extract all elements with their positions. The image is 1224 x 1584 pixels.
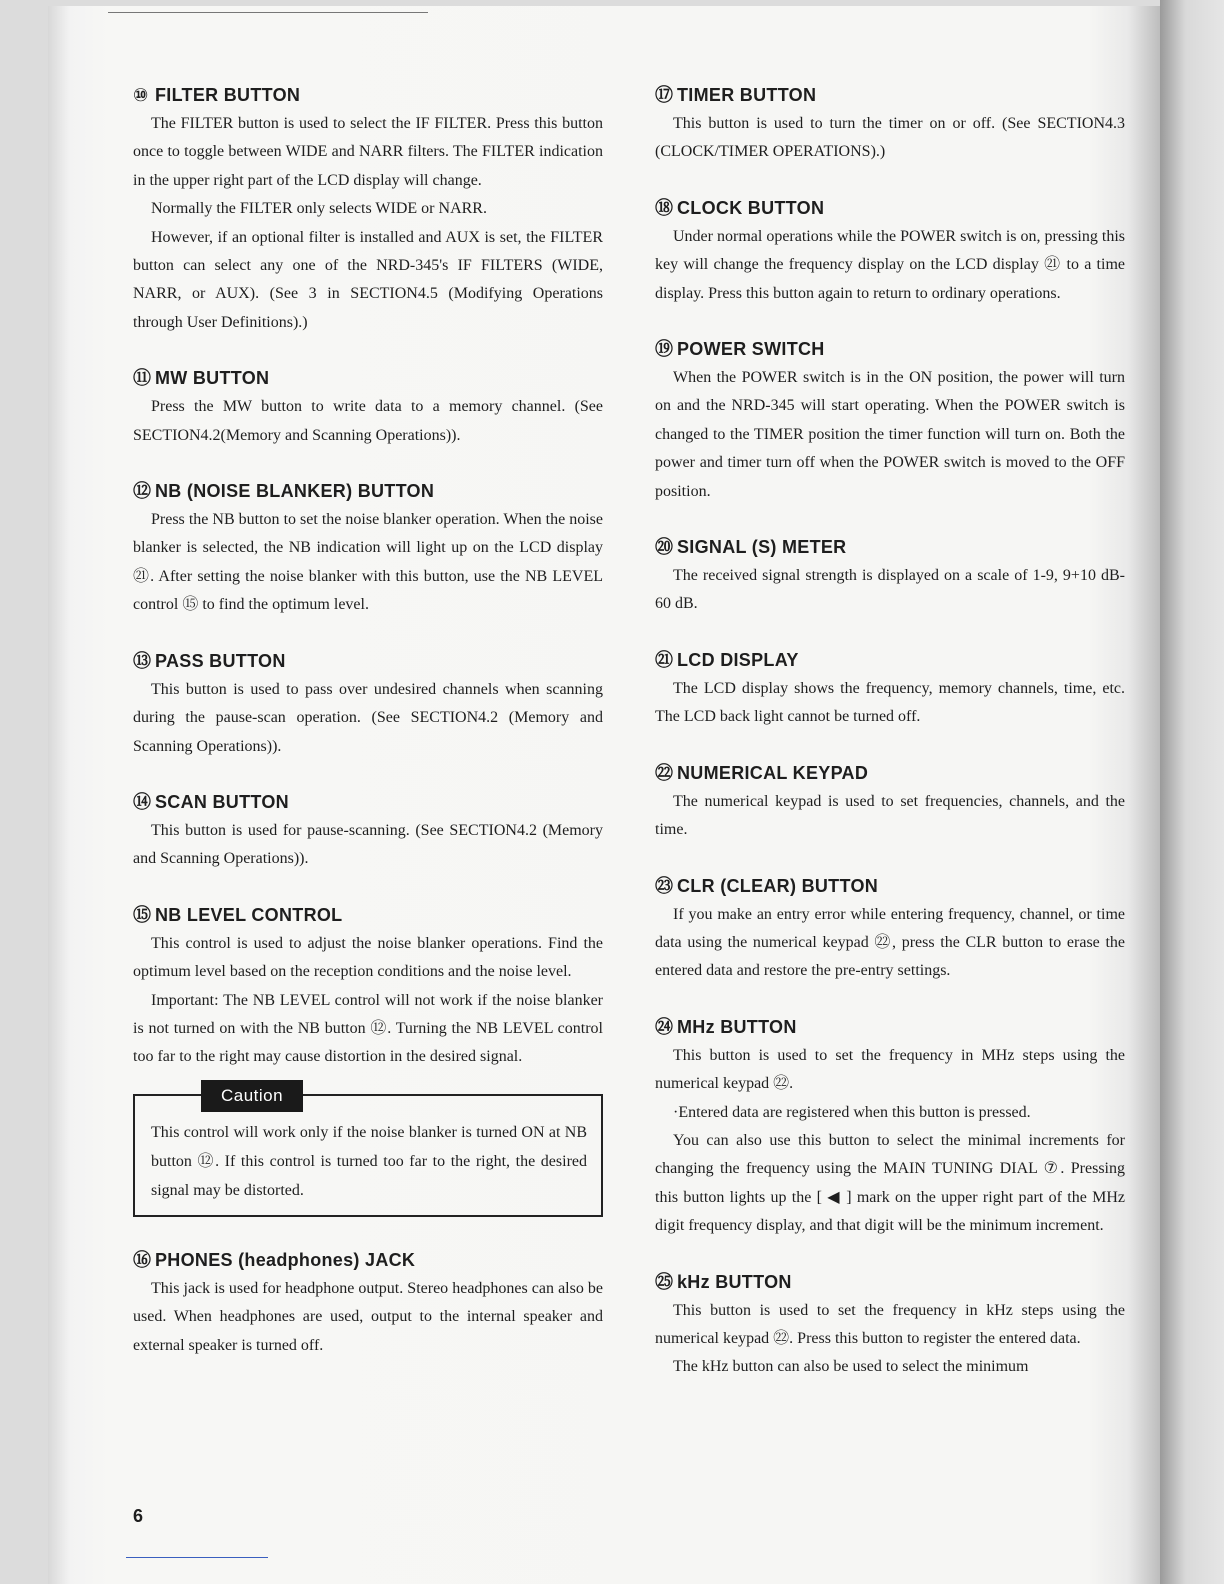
item-number: ⑲ — [655, 339, 674, 360]
paragraph: Important: The NB LEVEL control will not work if the noise blanker is not turned on with the NB button ⑫. Turning the NB LEVEL control too far to the right may cause distortion in the desired signal. — [133, 991, 603, 1066]
section-heading: kHz BUTTON — [677, 1271, 792, 1292]
section-power-switch — [655, 336, 1125, 506]
paragraph: This control is used to adjust the noise blanker operations. Find the optimum level based on the reception conditions and the noise level. — [133, 934, 603, 981]
section-nb-level-control — [133, 902, 603, 1072]
paragraph: This jack is used for headphone output. Stereo headphones can also be used. When headphones are used, output to the internal speaker and external speaker is turned off. — [133, 1279, 603, 1354]
item-number: ⑩ — [133, 85, 149, 105]
paragraph: The received signal strength is displayed on a scale of 1-9, 9+10 dB-60 dB. — [655, 567, 1125, 613]
section-heading: SCAN BUTTON — [155, 791, 289, 812]
section-clr-button — [655, 873, 1125, 986]
paragraph: If you make an entry error while entering frequency, channel, or time data using the numerical keypad ㉒, press the CLR button to erase the entered data and restore the pre-entry settings. — [655, 905, 1125, 980]
section-pass-button — [133, 648, 603, 761]
paragraph: Press the MW button to write data to a memory channel. (See SECTION4.2(Memory and Scanning Operations)). — [133, 398, 603, 444]
section-heading: POWER SWITCH — [677, 339, 825, 360]
paragraph: This button is used for pause-scanning. (See SECTION4.2 (Memory and Scanning Operations)). — [133, 821, 603, 868]
section-title — [655, 1269, 1125, 1295]
item-number: ㉑ — [655, 649, 674, 670]
paragraph: This button is used to pass over undesired channels when scanning during the pause-scan operation. (See SECTION4.2 (Memory and Scanning Operations)). — [133, 680, 603, 755]
section-filter-button — [133, 82, 603, 337]
paragraph: This button is used to set the frequency in kHz steps using the numerical keypad ㉒. Press this button to register the entered data. — [655, 1301, 1125, 1347]
section-title — [133, 789, 603, 815]
bottom-rule — [126, 1557, 268, 1558]
item-number: ⑯ — [133, 1249, 152, 1270]
section-heading: MW BUTTON — [155, 368, 270, 389]
section-signal-meter — [655, 534, 1125, 619]
section-scan-button — [133, 789, 603, 874]
item-number: ㉒ — [655, 762, 674, 783]
item-number: ⑱ — [655, 197, 674, 218]
paragraph: Press the NB button to set the noise blanker operation. When the noise blanker is selected, the NB indication will light up on the LCD display ㉑. After setting the noise blanker with this button, use the NB LEVEL control ⑮ to find the optimum level. — [133, 511, 603, 614]
section-title — [133, 82, 603, 108]
section-title — [655, 1014, 1125, 1040]
section-phones-jack — [133, 1247, 603, 1360]
section-title — [133, 902, 603, 928]
section-heading: CLOCK BUTTON — [677, 197, 825, 218]
section-heading: PASS BUTTON — [155, 650, 286, 671]
paragraph: The FILTER button is used to select the IF FILTER. Press this button once to toggle between WIDE and NARR filters. The FILTER indication in the upper right part of the LCD display will change. — [133, 115, 603, 189]
paragraph: You can also use this button to select the minimal increments for changing the frequency using the MAIN TUNING DIAL ⑦. Pressing this button lights up the [ ◀ ] mark on the upper right part of the MHz digit frequency display, and that digit will be the minimum increment. — [655, 1131, 1125, 1235]
item-number: ⑰ — [655, 85, 674, 105]
section-title — [655, 647, 1125, 673]
section-title — [133, 648, 603, 674]
item-number: ⑬ — [133, 650, 152, 671]
item-number: ⑮ — [133, 904, 152, 925]
section-heading: PHONES (headphones) JACK — [155, 1249, 416, 1270]
section-heading: NB LEVEL CONTROL — [155, 904, 343, 925]
section-title — [133, 365, 603, 391]
caution-box — [133, 1085, 603, 1217]
section-heading: LCD DISPLAY — [677, 649, 799, 670]
section-nb-button — [133, 478, 603, 620]
caution-label: Caution — [201, 1080, 303, 1112]
paragraph: ·Entered data are registered when this button is pressed. — [673, 1103, 1031, 1121]
section-clock-button — [655, 195, 1125, 308]
section-mw-button — [133, 365, 603, 450]
section-khz-button — [655, 1269, 1125, 1382]
section-title — [133, 478, 603, 504]
section-title — [133, 1247, 603, 1273]
section-heading: SIGNAL (S) METER — [677, 537, 847, 558]
left-column — [133, 82, 603, 1388]
right-column — [655, 82, 1125, 1410]
item-number: ㉔ — [655, 1016, 674, 1037]
paragraph: This button is used to set the frequency in MHz steps using the numerical keypad ㉒. — [655, 1046, 1125, 1093]
section-title — [655, 760, 1125, 786]
item-number: ⑪ — [133, 368, 152, 389]
scan-edge-line — [108, 12, 428, 13]
section-title — [655, 534, 1125, 560]
section-heading: NUMERICAL KEYPAD — [677, 762, 869, 783]
book-spine-shadow — [1160, 0, 1224, 1584]
section-title — [655, 336, 1125, 362]
section-heading: FILTER BUTTON — [155, 85, 301, 105]
paragraph: This button is used to turn the timer on or off. (See SECTION4.3 (CLOCK/TIMER OPERATIONS).) — [655, 115, 1125, 161]
paragraph: Normally the FILTER only selects WIDE or NARR. — [151, 200, 487, 218]
section-heading: NB (NOISE BLANKER) BUTTON — [155, 481, 435, 502]
item-number: ⑳ — [655, 537, 674, 558]
section-timer-button — [655, 82, 1125, 167]
section-title — [655, 82, 1125, 108]
item-number: ㉓ — [655, 875, 674, 896]
page-number: 6 — [133, 1506, 144, 1526]
paragraph: The numerical keypad is used to set frequencies, channels, and the time. — [655, 792, 1125, 839]
paragraph: However, if an optional filter is installed and AUX is set, the FILTER button can select any one of the NRD-345's IF FILTERS (WIDE, NARR, or AUX). (See 3 in SECTION4.5 (Modifying Operations through User Definitions).) — [133, 228, 603, 331]
paragraph: The LCD display shows the frequency, memory channels, time, etc. The LCD back light cannot be turned off. — [655, 679, 1125, 726]
paragraph: When the POWER switch is in the ON position, the power will turn on and the NRD-345 will start operating. When the POWER switch is changed to the TIMER position the timer function will turn on. Both the power and timer turn off when the POWER switch is moved to the OFF position. — [655, 369, 1125, 500]
paragraph: The kHz button can also be used to select the minimum — [673, 1358, 1029, 1376]
section-heading: TIMER BUTTON — [677, 85, 817, 105]
section-lcd-display — [655, 647, 1125, 732]
caution-text: This control will work only if the noise blanker is turned ON at NB button ⑫. If this control is turned too far to the right, the desired signal may be distorted. — [151, 1123, 587, 1199]
section-heading: MHz BUTTON — [677, 1016, 797, 1037]
item-number: ⑫ — [133, 481, 152, 502]
section-mhz-button — [655, 1014, 1125, 1241]
paragraph: Under normal operations while the POWER switch is on, pressing this key will change the frequency display on the LCD display ㉑ to a time display. Press this button again to return to ordinary operations. — [655, 227, 1125, 302]
section-numerical-keypad — [655, 760, 1125, 845]
section-title — [655, 195, 1125, 221]
section-title — [655, 873, 1125, 899]
item-number: ⑭ — [133, 791, 152, 812]
section-heading: CLR (CLEAR) BUTTON — [677, 875, 879, 896]
item-number: ㉕ — [655, 1271, 674, 1292]
